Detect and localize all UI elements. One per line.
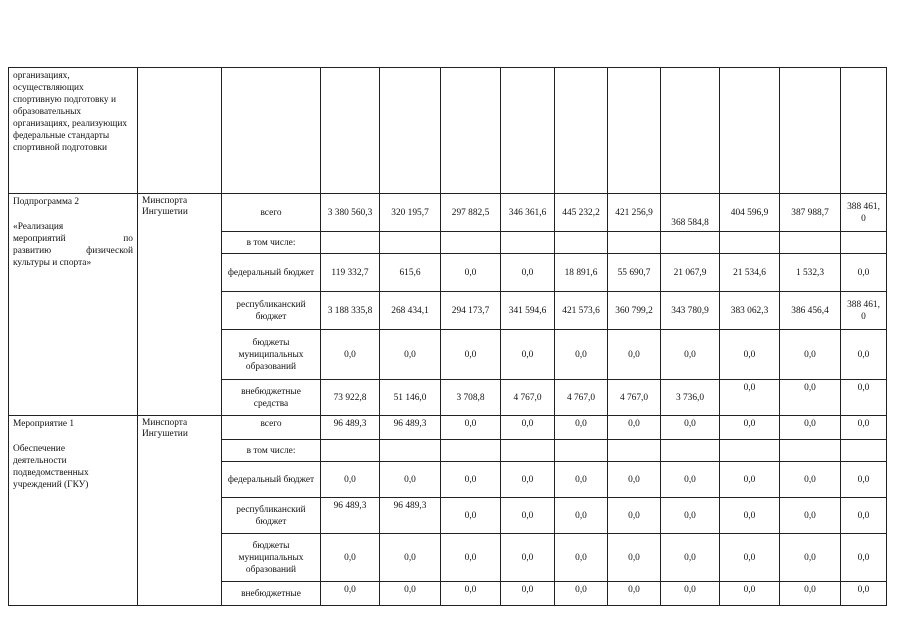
empty-cell (661, 68, 720, 194)
value-cell: 0,0 (661, 416, 720, 440)
value-cell: 387 988,7 (780, 194, 841, 232)
value-cell: 0,0 (555, 330, 608, 380)
value-cell: 0,0 (720, 416, 780, 440)
value-cell: 0,0 (780, 534, 841, 582)
value-cell: 0,0 (661, 582, 720, 606)
value-cell: 4 767,0 (501, 380, 555, 416)
value-cell: 0,0 (780, 330, 841, 380)
empty-cell (555, 440, 608, 462)
block-desc-line: мероприятий по (13, 234, 133, 244)
value-cell: 96 489,3 (380, 498, 441, 534)
value-cell: 0,0 (780, 498, 841, 534)
budget-table (8, 67, 887, 606)
empty-cell (608, 232, 661, 254)
value-cell: 3 736,0 (661, 380, 720, 416)
value-cell: 268 434,1 (380, 292, 441, 330)
value-cell: 383 062,3 (720, 292, 780, 330)
subprogram-name-cell (9, 194, 138, 416)
empty-cell (321, 232, 380, 254)
empty-cell (441, 232, 501, 254)
value-cell: 0,0 (841, 462, 887, 498)
value-cell: 0,0 (608, 582, 661, 606)
value-cell: 346 361,6 (501, 194, 555, 232)
table-row (9, 416, 887, 440)
value-cell: 0,0 (720, 380, 780, 416)
block-desc-line: «Реализация (13, 222, 64, 232)
value-cell: 0,0 (720, 498, 780, 534)
value-cell: 21 067,9 (661, 254, 720, 292)
source-cell: всего (222, 194, 321, 232)
empty-cell (608, 440, 661, 462)
value-cell: 0,0 (661, 498, 720, 534)
value-cell: 3 708,8 (441, 380, 501, 416)
value-cell: 119 332,7 (321, 254, 380, 292)
empty-cell (720, 232, 780, 254)
value-cell: 0,0 (841, 330, 887, 380)
value-cell: 388 461,0 (841, 194, 887, 232)
value-cell: 297 882,5 (441, 194, 501, 232)
empty-cell (321, 68, 380, 194)
value-cell: 0,0 (841, 254, 887, 292)
value-cell: 0,0 (441, 330, 501, 380)
empty-cell (380, 232, 441, 254)
empty-cell (501, 68, 555, 194)
value-cell: 96 489,3 (321, 416, 380, 440)
value-cell: 21 534,6 (720, 254, 780, 292)
table-row (9, 194, 887, 232)
value-cell: 0,0 (321, 462, 380, 498)
value-cell: 368 584,8 (661, 194, 720, 232)
value-cell: 0,0 (380, 462, 441, 498)
value-cell: 0,0 (380, 330, 441, 380)
value-cell: 1 532,3 (780, 254, 841, 292)
value-cell: 0,0 (661, 462, 720, 498)
source-cell: бюджеты муниципальных образований (222, 534, 321, 582)
value-cell: 0,0 (841, 498, 887, 534)
value-cell: 0,0 (441, 416, 501, 440)
empty-cell (720, 68, 780, 194)
value-cell: 0,0 (501, 462, 555, 498)
value-cell: 0,0 (501, 534, 555, 582)
source-cell: бюджеты муниципальных образований (222, 330, 321, 380)
value-cell: 0,0 (441, 498, 501, 534)
value-cell: 0,0 (501, 416, 555, 440)
value-cell: 4 767,0 (608, 380, 661, 416)
value-cell: 0,0 (720, 534, 780, 582)
value-cell: 386 456,4 (780, 292, 841, 330)
block-desc-line: учреждений (ГКУ) (13, 480, 89, 490)
responsible-cell: Минспорта Ингушетии (138, 194, 222, 416)
value-cell: 421 256,9 (608, 194, 661, 232)
continuation-cell: организациях, осуществляющих спортивную подготовку и образовательных организациях, реализующих федеральные стандарты спортивной подготовки (9, 68, 138, 194)
source-cell: внебюджетные средства (222, 380, 321, 416)
value-cell: 18 891,6 (555, 254, 608, 292)
value-cell: 294 173,7 (441, 292, 501, 330)
value-cell: 0,0 (441, 254, 501, 292)
value-cell: 0,0 (608, 498, 661, 534)
value-cell: 0,0 (501, 498, 555, 534)
empty-cell (380, 68, 441, 194)
value-cell: 0,0 (608, 330, 661, 380)
empty-cell (501, 232, 555, 254)
value-cell: 0,0 (441, 462, 501, 498)
value-cell: 0,0 (441, 534, 501, 582)
block-title: Мероприятие 1 (13, 419, 75, 429)
empty-cell (841, 440, 887, 462)
value-cell: 0,0 (608, 534, 661, 582)
source-cell: в том числе: (222, 440, 321, 462)
value-cell: 388 461,0 (841, 292, 887, 330)
value-cell: 0,0 (321, 534, 380, 582)
value-cell: 0,0 (661, 534, 720, 582)
value-cell: 421 573,6 (555, 292, 608, 330)
empty-cell (555, 68, 608, 194)
empty-cell (780, 232, 841, 254)
value-cell: 0,0 (501, 330, 555, 380)
value-cell: 0,0 (555, 582, 608, 606)
empty-cell (441, 68, 501, 194)
empty-cell (441, 440, 501, 462)
empty-cell (222, 68, 321, 194)
value-cell: 0,0 (780, 380, 841, 416)
empty-cell (555, 232, 608, 254)
value-cell: 445 232,2 (555, 194, 608, 232)
source-cell: федеральный бюджет (222, 254, 321, 292)
value-cell: 0,0 (380, 534, 441, 582)
value-cell: 51 146,0 (380, 380, 441, 416)
value-cell: 3 188 335,8 (321, 292, 380, 330)
value-cell: 0,0 (841, 416, 887, 440)
empty-cell (608, 68, 661, 194)
value-cell: 73 922,8 (321, 380, 380, 416)
block-desc-line: Обеспечение (13, 444, 65, 454)
empty-cell (780, 68, 841, 194)
value-cell: 0,0 (841, 380, 887, 416)
empty-cell (501, 440, 555, 462)
value-cell: 0,0 (501, 582, 555, 606)
responsible-cell: Минспорта Ингушетии (138, 416, 222, 606)
value-cell: 341 594,6 (501, 292, 555, 330)
value-cell: 0,0 (441, 582, 501, 606)
source-cell: республиканский бюджет (222, 292, 321, 330)
block-desc-line: подведомственных (13, 468, 89, 478)
value-cell: 96 489,3 (380, 416, 441, 440)
value-cell: 343 780,9 (661, 292, 720, 330)
block-desc-line: развитию физической (13, 246, 133, 256)
value-cell: 0,0 (608, 462, 661, 498)
value-cell: 0,0 (780, 462, 841, 498)
source-cell: федеральный бюджет (222, 462, 321, 498)
value-cell: 55 690,7 (608, 254, 661, 292)
block-desc-line: культуры и спорта» (13, 258, 92, 268)
activity-name-cell (9, 416, 138, 606)
value-cell: 0,0 (555, 498, 608, 534)
empty-cell (841, 232, 887, 254)
value-cell: 360 799,2 (608, 292, 661, 330)
value-cell: 0,0 (720, 462, 780, 498)
empty-cell (841, 68, 887, 194)
empty-cell (380, 440, 441, 462)
value-cell: 0,0 (555, 534, 608, 582)
continuation-row (9, 68, 887, 194)
value-cell: 0,0 (661, 330, 720, 380)
value-cell: 0,0 (841, 534, 887, 582)
empty-cell (720, 440, 780, 462)
value-cell: 0,0 (321, 330, 380, 380)
value-cell: 3 380 560,3 (321, 194, 380, 232)
source-cell: всего (222, 416, 321, 440)
value-cell: 320 195,7 (380, 194, 441, 232)
value-cell: 404 596,9 (720, 194, 780, 232)
value-cell: 0,0 (720, 330, 780, 380)
empty-cell (661, 232, 720, 254)
value-cell: 0,0 (555, 416, 608, 440)
value-cell: 0,0 (321, 582, 380, 606)
block-title: Подпрограмма 2 (13, 197, 80, 207)
source-cell: внебюджетные (222, 582, 321, 606)
value-cell: 615,6 (380, 254, 441, 292)
value-cell: 0,0 (780, 582, 841, 606)
value-cell: 0,0 (841, 582, 887, 606)
value-cell: 0,0 (720, 582, 780, 606)
empty-cell (321, 440, 380, 462)
source-cell: в том числе: (222, 232, 321, 254)
block-desc-line: деятельности (13, 456, 67, 466)
source-cell: республиканский бюджет (222, 498, 321, 534)
value-cell: 0,0 (555, 462, 608, 498)
value-cell: 0,0 (380, 582, 441, 606)
value-cell: 0,0 (501, 254, 555, 292)
empty-cell (780, 440, 841, 462)
value-cell: 96 489,3 (321, 498, 380, 534)
value-cell: 0,0 (780, 416, 841, 440)
empty-cell (138, 68, 222, 194)
value-cell: 4 767,0 (555, 380, 608, 416)
empty-cell (661, 440, 720, 462)
value-cell: 0,0 (608, 416, 661, 440)
